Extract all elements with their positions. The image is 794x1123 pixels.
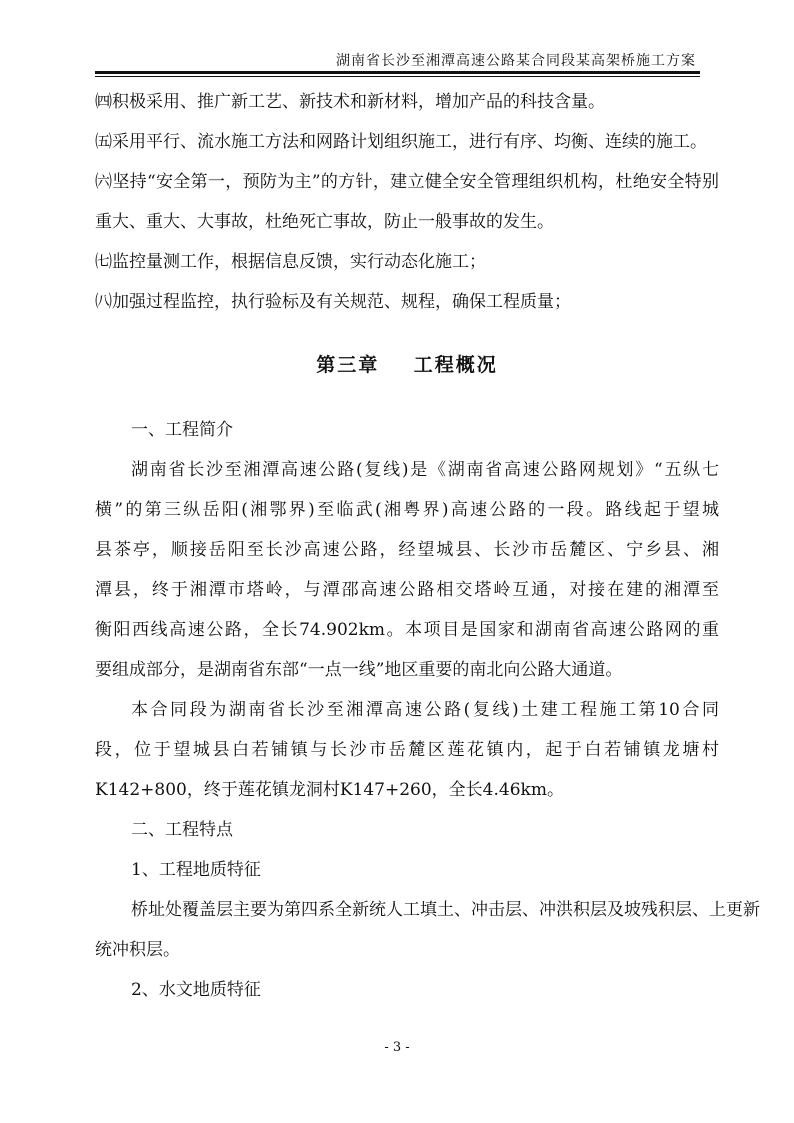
paragraph-line: 段，位于望城县白若铺镇与长沙市岳麓区莲花镇内，起于白若铺镇龙塘村 bbox=[95, 740, 719, 760]
principles-list bbox=[95, 82, 719, 322]
principle-item: ㈦监控量测工作，根据信息反馈，实行动态化施工； bbox=[95, 252, 486, 272]
paragraph-line: 要组成部分，是湖南省东部“一点一线”地区重要的南北向公路大通道。 bbox=[95, 660, 623, 680]
section-overview bbox=[95, 410, 760, 1010]
principle-item-continued: 重大、重大、大事故，杜绝死亡事故，防止一般事故的发生。 bbox=[95, 212, 554, 232]
paragraph-line: K142+800，终于莲花镇龙洞村K147+260，全长4.46km。 bbox=[95, 780, 564, 800]
running-header: 湖南省长沙至湘潭高速公路某合同段某高架桥施工方案 bbox=[336, 53, 696, 69]
subsection-heading: 2、水文地质特征 bbox=[131, 980, 261, 1000]
paragraph-line: 衡阳西线高速公路，全长74.902km。本项目是国家和湖南省高速公路网的重 bbox=[95, 620, 719, 640]
principle-item: ㈧加强过程监控，执行验标及有关规范、规程，确保工程质量； bbox=[95, 292, 571, 312]
header-rule-thick bbox=[95, 71, 700, 74]
section-heading: 二、工程特点 bbox=[131, 820, 233, 840]
paragraph-line: 横”的第三纵岳阳(湘鄂界)至临武(湘粤界)高速公路的一段。路线起于望城 bbox=[95, 500, 719, 520]
paragraph-line: 桥址处覆盖层主要为第四系全新统人工填土、冲击层、冲洪积层及坡残积层、上更新 bbox=[131, 900, 760, 920]
header-rule-thin bbox=[95, 76, 700, 77]
principle-item: ㈥坚持“安全第一，预防为主”的方针，建立健全安全管理组织机构，杜绝安全特别 bbox=[95, 172, 719, 192]
chapter-title: 第三章 工程概况 bbox=[316, 354, 498, 376]
principle-item: ㈣积极采用、推广新工艺、新技术和新材料，增加产品的科技含量。 bbox=[95, 92, 605, 112]
subsection-heading: 1、工程地质特征 bbox=[131, 860, 261, 880]
paragraph-line: 本合同段为湖南省长沙至湘潭高速公路(复线)土建工程施工第10合同 bbox=[131, 700, 719, 720]
principle-item: ㈤采用平行、流水施工方法和网路计划组织施工，进行有序、均衡、连续的施工。 bbox=[95, 132, 707, 152]
page-number: - 3 - bbox=[384, 1040, 410, 1055]
paragraph-line: 统冲积层。 bbox=[95, 940, 180, 960]
section-heading: 一、工程简介 bbox=[131, 420, 233, 440]
paragraph-line: 湖南省长沙至湘潭高速公路(复线)是《湖南省高速公路网规划》“五纵七 bbox=[131, 460, 719, 480]
paragraph-line: 潭县，终于湘潭市塔岭，与潭邵高速公路相交塔岭互通，对接在建的湘潭至 bbox=[95, 580, 719, 600]
paragraph-line: 县茶亭，顺接岳阳至长沙高速公路，经望城县、长沙市岳麓区、宁乡县、湘 bbox=[95, 540, 719, 560]
